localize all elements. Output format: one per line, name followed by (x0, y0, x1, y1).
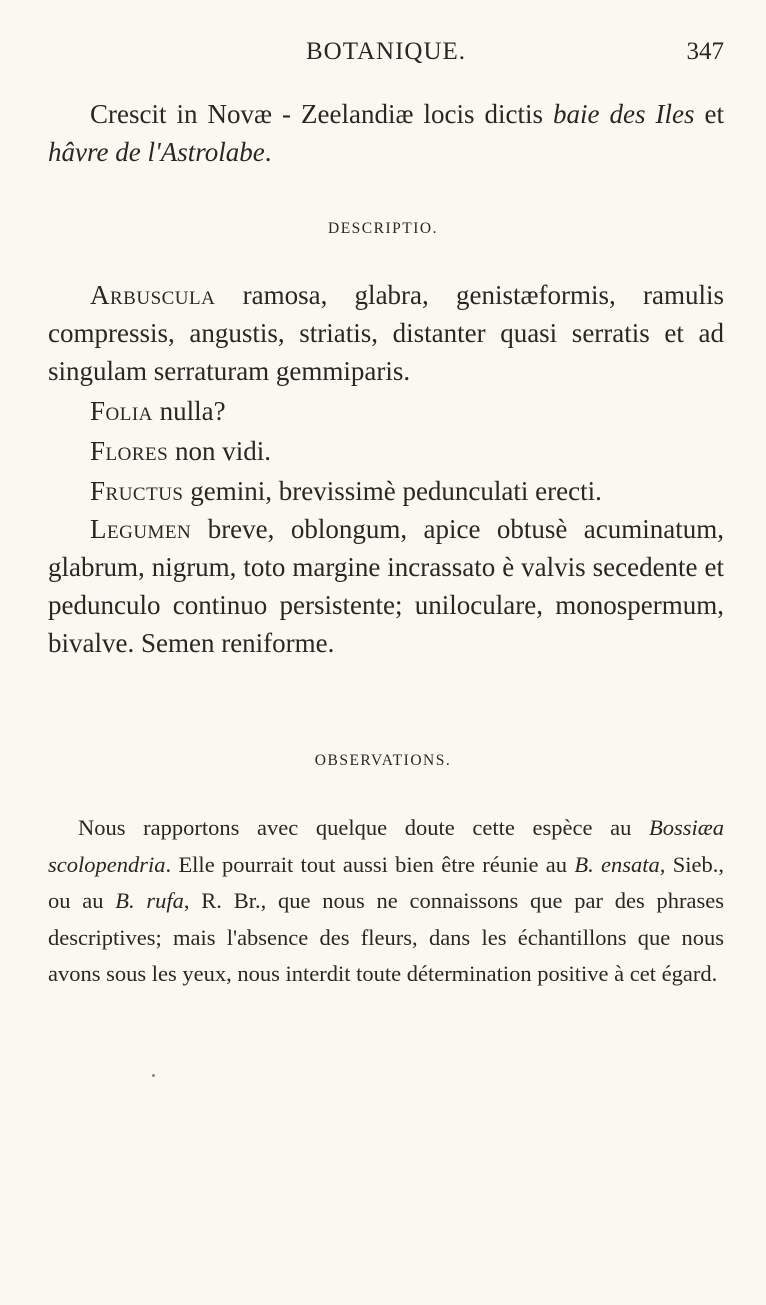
obs-text-4: , R. Br., que nous ne connaissons que par des phrases descriptives; mais l'absence des fleurs, dans les échantillons que nous avons sous les yeux, nous interdit toute détermination positive à cet égard. (48, 888, 724, 986)
arbuscula-paragraph (48, 276, 724, 390)
descriptio-heading: DESCRIPTIO. (328, 220, 438, 237)
fructus-text: gemini, brevissimè pedunculati erecti. (183, 476, 602, 506)
obs-italic-3: B. rufa (115, 888, 184, 913)
obs-italic-2: B. ensata, (574, 851, 666, 877)
running-title: BOTANIQUE. (305, 38, 467, 65)
flores-label: Flores (90, 436, 169, 466)
arbuscula-label: Arbuscula (90, 280, 216, 310)
obs-text-2: . Elle pourrait tout aussi bien être réunie au (165, 851, 575, 877)
habitat-lead: Crescit in Novæ - Zeelandiæ locis dictis (90, 99, 553, 129)
legumen-paragraph (48, 510, 724, 662)
habitat-end: . (264, 137, 272, 167)
observations-heading: OBSERVATIONS. (314, 752, 452, 769)
ink-speck (152, 1074, 155, 1077)
folia-label: Folia (90, 396, 153, 426)
observations-paragraph (48, 810, 724, 993)
page-number: 347 (686, 38, 724, 65)
flores-text: non vidi. (168, 436, 271, 466)
page-header (48, 38, 724, 74)
habitat-place-1: baie des Iles (553, 99, 695, 129)
folia-text: nulla? (152, 396, 226, 426)
habitat-mid: et (694, 99, 724, 129)
legumen-label: Legumen (90, 514, 192, 544)
fructus-paragraph (48, 472, 724, 510)
arbuscula-text: ramosa, glabra, genistæformis, ramulis compressis, angustis, striatis, distanter quasi serratis et ad singulam serraturam gemmiparis. (48, 280, 724, 386)
fructus-label: Fructus (90, 476, 184, 506)
obs-text-3: Sieb., ou au (48, 851, 724, 913)
habitat-paragraph (48, 95, 724, 171)
legumen-text: breve, oblongum, apice obtusè acuminatum, glabrum, nigrum, toto margine incrassato è valvis secedente et pedunculo continuo persistente; uniloculare, monospermum, bivalve. Semen reniforme. (48, 514, 724, 658)
habitat-place-2: hâvre de l'Astrolabe (48, 137, 265, 167)
flores-paragraph (48, 432, 724, 470)
obs-text-1: Nous rapportons avec quelque doute cette espèce au (78, 815, 649, 840)
obs-italic-1: Bossiæa scolopendria (48, 815, 724, 877)
folia-paragraph (48, 392, 724, 430)
